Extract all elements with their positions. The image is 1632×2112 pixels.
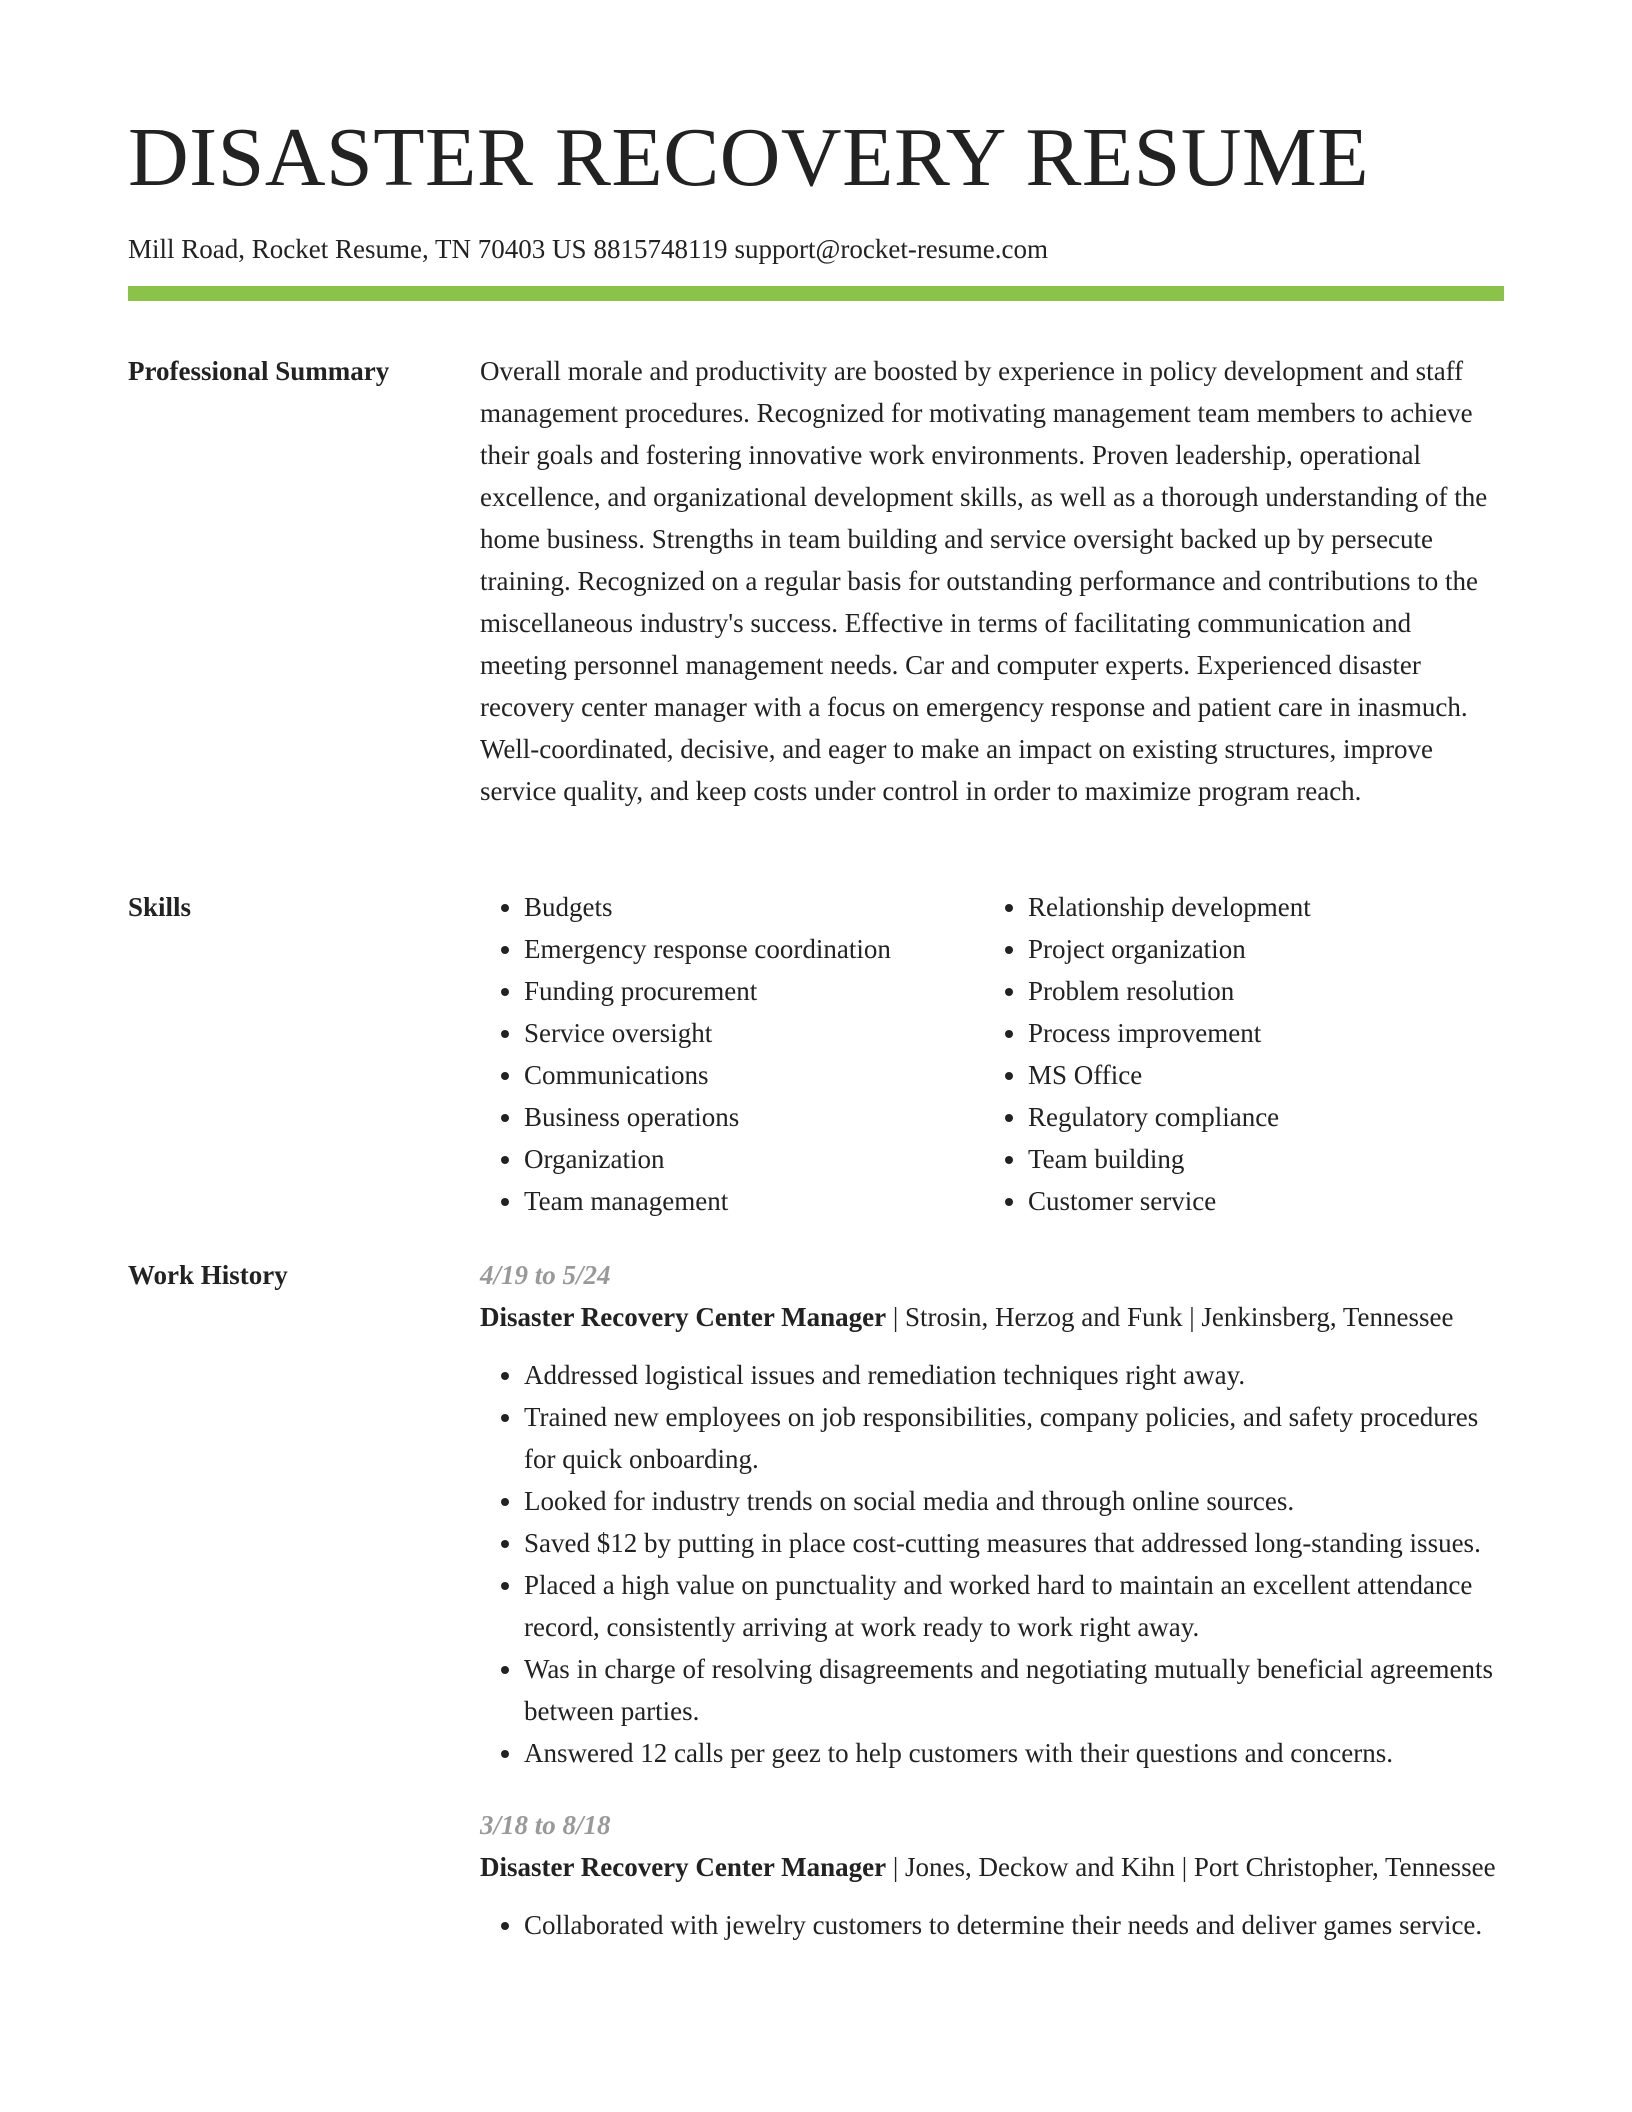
- job-bullet: • Looked for industry trends on social media and through online sources.: [524, 1480, 1504, 1522]
- job-bullet: • Saved $12 by putting in place cost-cutting measures that addressed long-standing issues.: [524, 1522, 1504, 1564]
- work-history-body: [480, 1254, 1504, 1976]
- skill-item: • Regulatory compliance: [1028, 1096, 1488, 1138]
- skills-heading: Skills: [128, 892, 192, 922]
- skill-item: • Communications: [524, 1054, 984, 1096]
- contact-email: support@rocket-resume.com: [734, 234, 1049, 264]
- skill-item: • Organization: [524, 1138, 984, 1180]
- job-title-line: [480, 1296, 1504, 1338]
- job-title: Disaster Recovery Center Manager: [480, 1302, 887, 1332]
- contact-phone: 8815748119: [593, 234, 728, 264]
- contact-line: [128, 232, 1048, 266]
- job-title: Disaster Recovery Center Manager: [480, 1852, 887, 1882]
- job-entry: [480, 1804, 1504, 1946]
- skill-item: • Customer service: [1028, 1180, 1488, 1222]
- job-dates: 3/18 to 8/18: [480, 1810, 611, 1840]
- summary-body: [480, 350, 1504, 812]
- skill-item: • Team management: [524, 1180, 984, 1222]
- summary-heading: Professional Summary: [128, 356, 390, 386]
- skills-list-right: [984, 886, 1488, 1222]
- skill-item: • Funding procurement: [524, 970, 984, 1012]
- skill-item: • Emergency response coordination: [524, 928, 984, 970]
- job-entry: [480, 1254, 1504, 1774]
- job-employer-location: | Strosin, Herzog and Funk | Jenkinsberg, Tennessee: [886, 1302, 1454, 1332]
- job-bullet: • Placed a high value on punctuality and worked hard to maintain an excellent attendance record, consistently arriving at work ready to work right away.: [524, 1564, 1504, 1648]
- skill-item: • Team building: [1028, 1138, 1488, 1180]
- skills-list-left: [480, 886, 984, 1222]
- job-title-line: [480, 1846, 1504, 1888]
- skills-columns: [480, 886, 1504, 1222]
- skill-item: • Relationship development: [1028, 886, 1488, 928]
- contact-address: Mill Road, Rocket Resume, TN 70403 US: [128, 234, 587, 264]
- job-bullet: • Answered 12 calls per geez to help customers with their questions and concerns.: [524, 1732, 1504, 1774]
- work-history-heading: Work History: [128, 1260, 288, 1290]
- resume-title: DISASTER RECOVERY RESUME: [128, 111, 1370, 204]
- skill-item: • Budgets: [524, 886, 984, 928]
- job-bullet: • Trained new employees on job responsibilities, company policies, and safety procedures for quick onboarding.: [524, 1396, 1504, 1480]
- skills-body: [480, 886, 1504, 1222]
- skill-item: • MS Office: [1028, 1054, 1488, 1096]
- skill-item: • Project organization: [1028, 928, 1488, 970]
- job-bullet-list: [480, 1354, 1504, 1774]
- job-bullet-list: [480, 1904, 1504, 1946]
- job-bullet: • Collaborated with jewelry customers to determine their needs and deliver games service.: [524, 1904, 1504, 1946]
- header-divider: [128, 286, 1504, 301]
- job-dates: 4/19 to 5/24: [480, 1260, 611, 1290]
- skill-item: • Service oversight: [524, 1012, 984, 1054]
- skill-item: • Problem resolution: [1028, 970, 1488, 1012]
- job-employer-location: | Jones, Deckow and Kihn | Port Christopher, Tennessee: [886, 1852, 1496, 1882]
- job-bullet: • Addressed logistical issues and remediation techniques right away.: [524, 1354, 1504, 1396]
- job-bullet: • Was in charge of resolving disagreements and negotiating mutually beneficial agreements between parties.: [524, 1648, 1504, 1732]
- summary-text: Overall morale and productivity are boosted by experience in policy development and staff management procedures. Recognized for motivating management team members to achieve their goals and fostering innovative work environments. Proven leadership, operational excellence, and organizational development skills, as well as a thorough understanding of the home business. Strengths in team building and service oversight backed up by persecute training. Recognized on a regular basis for outstanding performance and contributions to the miscellaneous industry's success. Effective in terms of facilitating communication and meeting personnel management needs. Car and computer experts. Experienced disaster recovery center manager with a focus on emergency response and patient care in inasmuch. Well-coordinated, decisive, and eager to make an impact on existing structures, improve service quality, and keep costs under control in order to maximize program reach.: [480, 356, 1488, 806]
- skill-item: • Business operations: [524, 1096, 984, 1138]
- skill-item: • Process improvement: [1028, 1012, 1488, 1054]
